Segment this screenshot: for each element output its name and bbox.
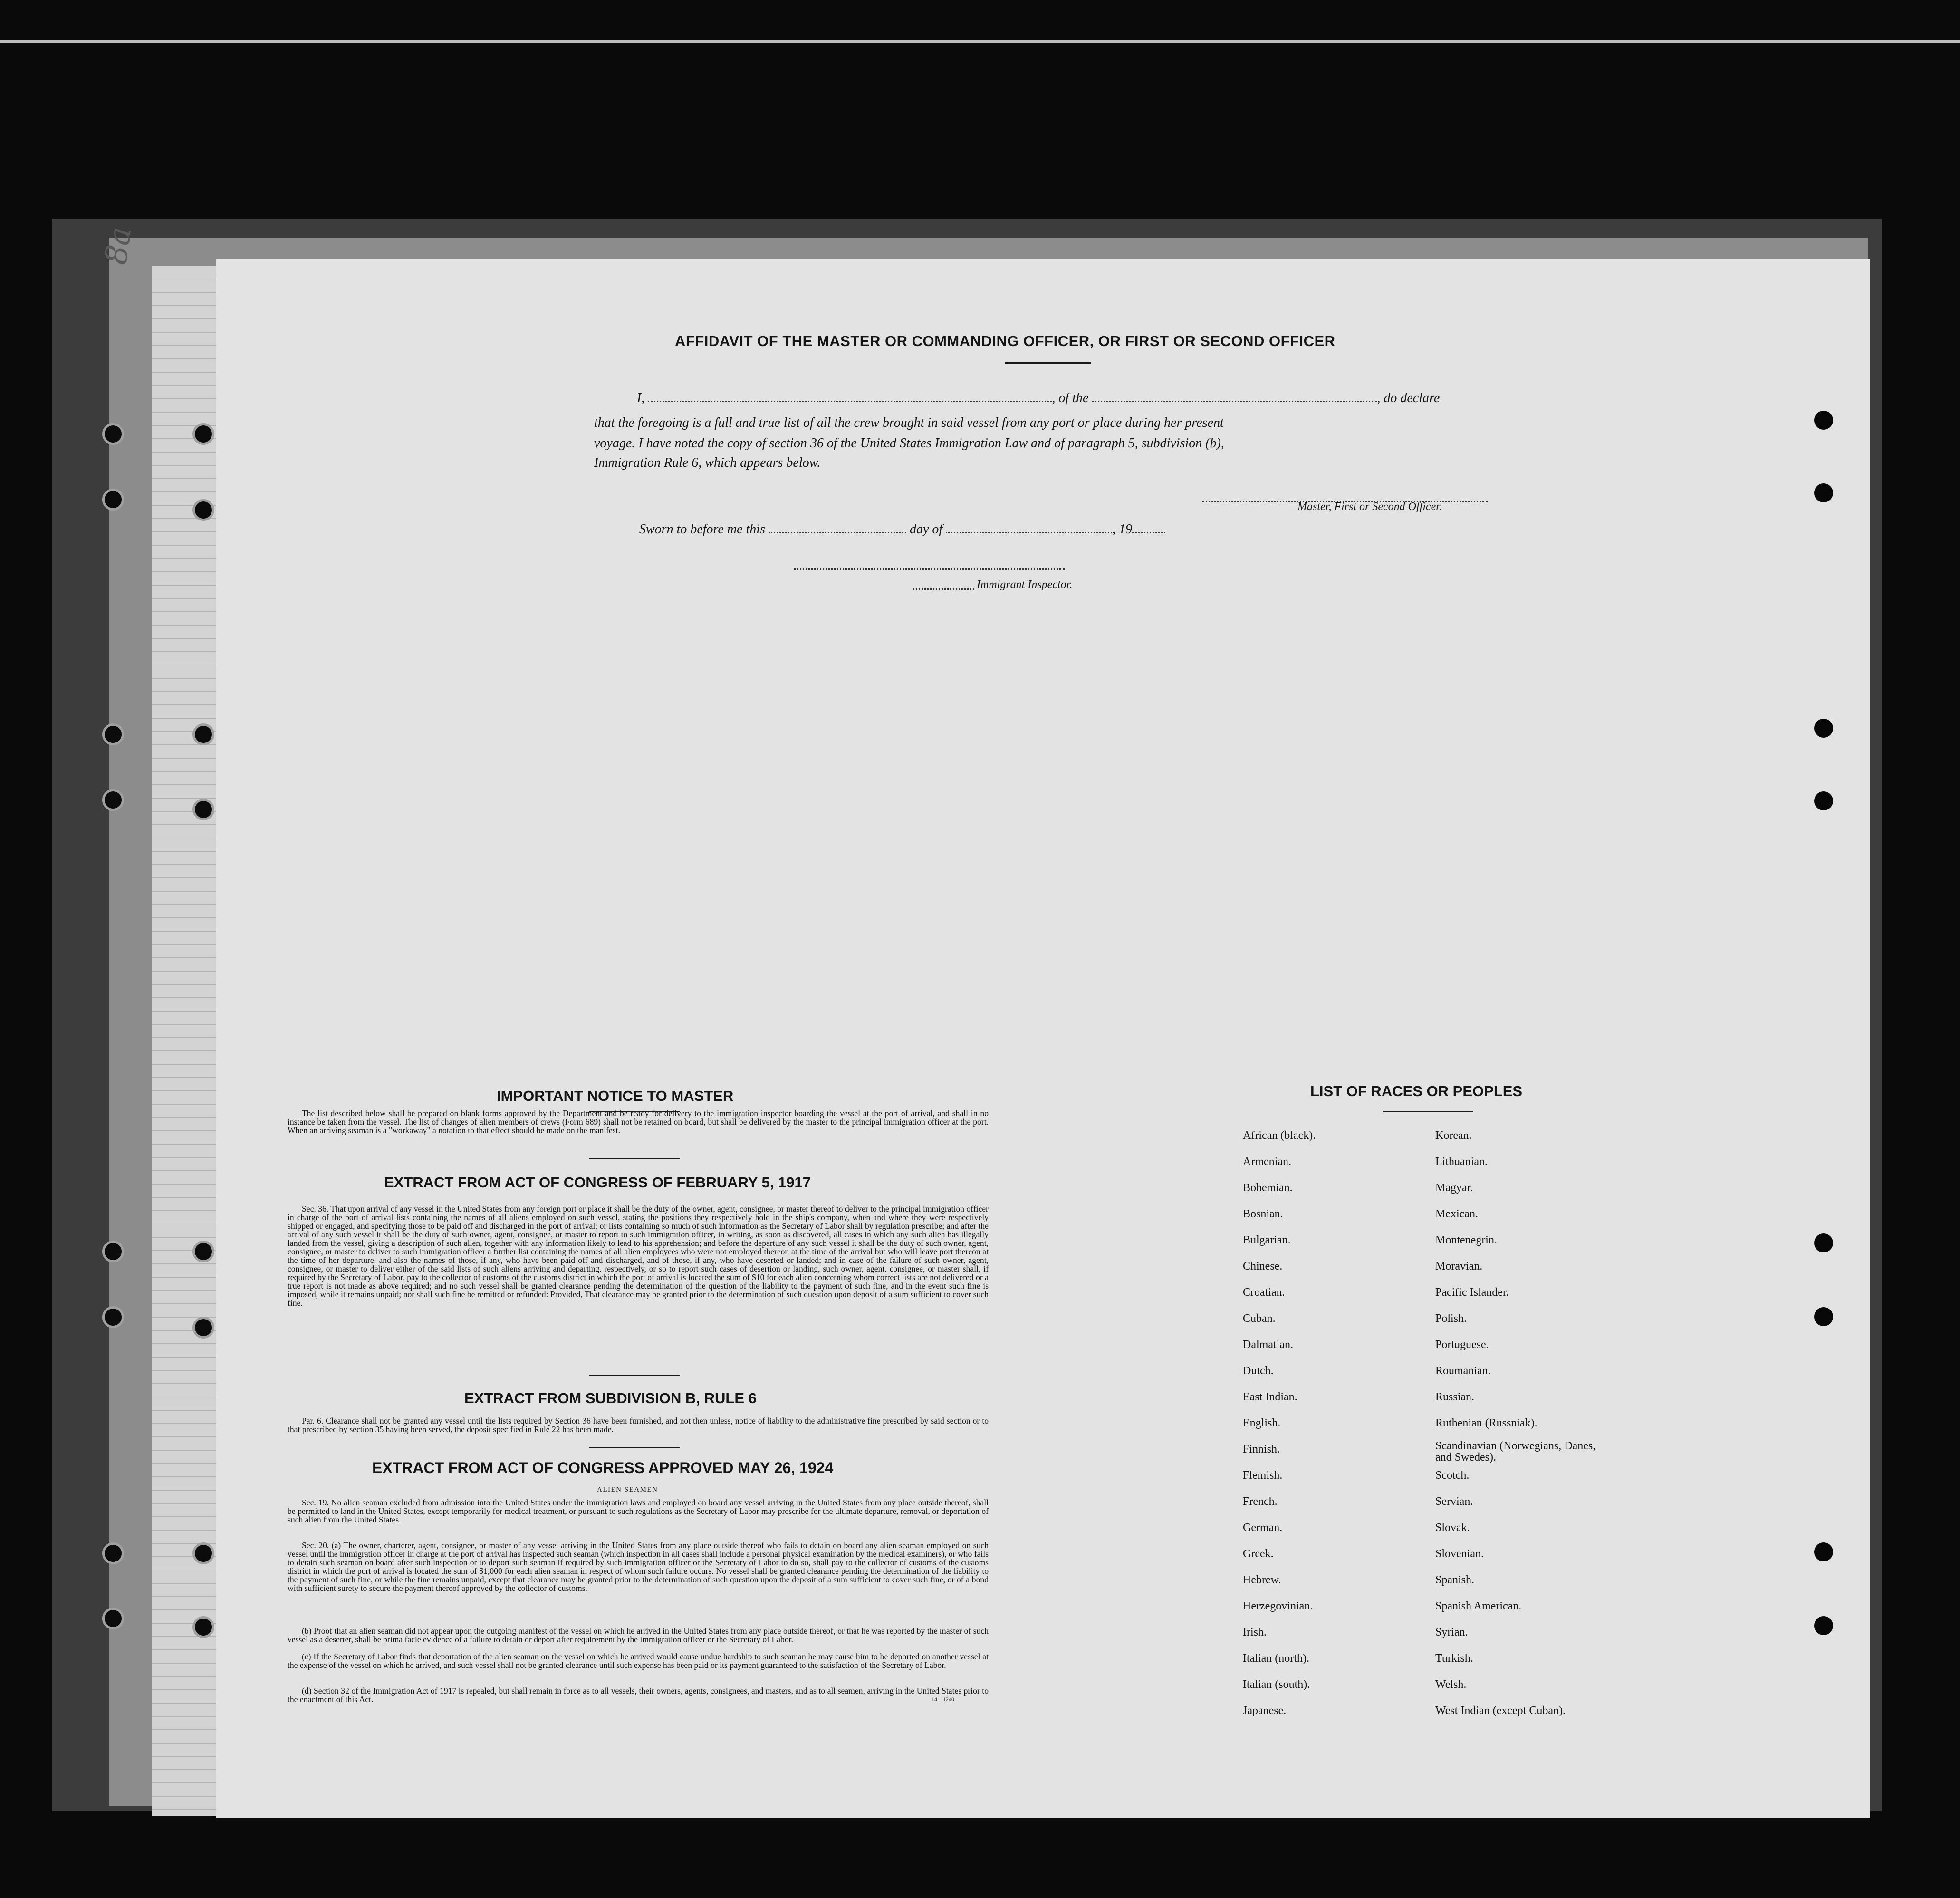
race-item: Bohemian. bbox=[1243, 1182, 1293, 1194]
race-item: Ruthenian (Russniak). bbox=[1435, 1417, 1537, 1429]
binder-hole bbox=[102, 489, 124, 511]
race-item: Pacific Islander. bbox=[1435, 1286, 1509, 1299]
binder-hole bbox=[102, 1241, 124, 1262]
binder-hole bbox=[102, 723, 124, 745]
race-item: West Indian (except Cuban). bbox=[1435, 1705, 1566, 1717]
race-item: Irish. bbox=[1243, 1626, 1267, 1638]
race-item: Italian (north). bbox=[1243, 1652, 1309, 1665]
races-column-2 bbox=[1435, 1123, 1606, 1724]
divider bbox=[1383, 1111, 1473, 1112]
race-item: French. bbox=[1243, 1495, 1278, 1508]
race-item: Welsh. bbox=[1435, 1678, 1467, 1691]
inspector-label: Immigrant Inspector. bbox=[977, 578, 1073, 591]
notice-title: IMPORTANT NOTICE TO MASTER bbox=[497, 1088, 734, 1104]
divider bbox=[1005, 362, 1091, 364]
punch-hole bbox=[1814, 791, 1833, 810]
affidavit-title: AFFIDAVIT OF THE MASTER OR COMMANDING OFFICER, OR FIRST OR SECOND OFFICER bbox=[675, 333, 1335, 349]
race-item: Italian (south). bbox=[1243, 1678, 1310, 1691]
race-item: Scandinavian (Norwegians, Danes, and Swedes). bbox=[1435, 1440, 1596, 1464]
punch-hole bbox=[1814, 1307, 1833, 1326]
punch-hole bbox=[1814, 1542, 1833, 1561]
race-item: Syrian. bbox=[1435, 1626, 1468, 1638]
race-item: Dutch. bbox=[1243, 1365, 1274, 1377]
declaration-line-3: voyage. I have noted the copy of section 36 of the United States Immigration Law and of paragraph 5, subdivision (b), bbox=[594, 436, 1224, 451]
sworn-year-blank[interactable] bbox=[1132, 529, 1165, 533]
master-signature-label: Master, First or Second Officer. bbox=[1297, 501, 1442, 513]
race-item: Dalmatian. bbox=[1243, 1339, 1293, 1351]
binder-hole bbox=[192, 723, 214, 745]
race-item: Russian. bbox=[1435, 1391, 1475, 1403]
race-item: Spanish. bbox=[1435, 1574, 1475, 1586]
binder-hole bbox=[102, 1306, 124, 1328]
race-item: Flemish. bbox=[1243, 1469, 1283, 1482]
race-item: Chinese. bbox=[1243, 1260, 1283, 1272]
race-item: Servian. bbox=[1435, 1495, 1473, 1508]
race-item: Roumanian. bbox=[1435, 1365, 1491, 1377]
handwritten-mark: 8a bbox=[98, 224, 139, 267]
declarant-prefix: I, bbox=[637, 391, 645, 405]
sworn-label: Sworn to before me this bbox=[639, 522, 765, 537]
binder-hole bbox=[192, 423, 214, 445]
race-item: Bulgarian. bbox=[1243, 1234, 1291, 1246]
race-item: East Indian. bbox=[1243, 1391, 1297, 1403]
race-item: African (black). bbox=[1243, 1129, 1316, 1142]
binder-hole bbox=[192, 1241, 214, 1262]
extract-1924-title: EXTRACT FROM ACT OF CONGRESS APPROVED MAY 26, 1924 bbox=[372, 1459, 834, 1476]
races-title: LIST OF RACES OR PEOPLES bbox=[1310, 1083, 1523, 1099]
binder-hole bbox=[192, 1616, 214, 1638]
race-item: Croatian. bbox=[1243, 1286, 1285, 1299]
declarant-of-label: , of the bbox=[1052, 391, 1089, 405]
sworn-line bbox=[639, 522, 1165, 537]
race-item: Scotch. bbox=[1435, 1469, 1470, 1482]
vessel-name-blank[interactable] bbox=[1092, 398, 1377, 402]
race-item: Turkish. bbox=[1435, 1652, 1473, 1665]
race-item: Greek. bbox=[1243, 1548, 1274, 1560]
race-item: Magyar. bbox=[1435, 1182, 1473, 1194]
declaration-line-2: that the foregoing is a full and true list of all the crew brought in said vessel from any port or place during her present bbox=[594, 415, 1224, 430]
inspector-signature-blank[interactable] bbox=[794, 566, 1065, 570]
race-item: Mexican. bbox=[1435, 1208, 1478, 1220]
race-item: Cuban. bbox=[1243, 1312, 1276, 1325]
binder-hole bbox=[102, 423, 124, 445]
race-item: Herzegovinian. bbox=[1243, 1600, 1313, 1612]
race-item: Japanese. bbox=[1243, 1705, 1287, 1717]
rule6-text: Par. 6. Clearance shall not be granted any vessel until the lists required by Section 36 have been furnished, and not then unless, notice of liability to the administrative fine prescribed by said section or to that prescribed by section 35 having been served, the deposit specified in Rule 22 has been made. bbox=[288, 1416, 989, 1434]
inspector-signature-blank-2[interactable] bbox=[913, 586, 974, 590]
binder-hole bbox=[192, 799, 214, 820]
extract-1917-text: Sec. 36. That upon arrival of any vessel in the United States from any foreign port or place it shall be the duty of the owner, agent, consignee, or master thereof to deliver to the principal immigration officer in charge of the port of arrival lists containing the names of all aliens employed on such vessel, stating the positions they respectively hold in the ship's company, when and where they were respectively shipped or engaged, and specifying those to be paid off and discharged in the port of arrival; or lists containing so much of such information as the Secretary of Labor shall by regulation prescribe; and after the arrival of any such vessel it shall be the duty of such owner, agent, consignee, or master to report to such immigration officer, in writing, as soon as discovered, all cases in which any such alien has illegally landed from the vessel, giving a description of such alien, together with any information likely to lead to his apprehension; and before the departure of any such vessel it shall be the duty of such owner, agent, consignee, or master to deliver to such immigration officer a further list containing the names of all alien employees who were not employed thereon at the time of the arrival but who will leave port thereon at the time of her departure, and also the names of those, if any, who have been paid off and discharged, and of those, if any, who have deserted or landed; and in case of the failure of such owner, agent, consignee, or master to deliver either of the said lists of such aliens arriving and departing, respectively, or so to report such cases of desertion or landing, such owner, agent, consignee, or master shall, if required by the Secretary of Labor, pay to the collector of customs of the customs district in which the port of arrival is located the sum of $10 for each alien concerning whom correct lists are not delivered or a true report is not made as above required; and no such vessel shall be granted clearance pending the determination of the question of the liability to the payment of such fine, and in the event such fine is imposed, while it remains unpaid; nor shall such fine be remitted or refunded: Provided, That clearance may be granted prior to the determination of such question upon deposit of a sum sufficient to cover such fine. bbox=[288, 1204, 989, 1308]
race-item: German. bbox=[1243, 1522, 1283, 1534]
punch-hole bbox=[1814, 1233, 1833, 1252]
race-item: Moravian. bbox=[1435, 1260, 1483, 1272]
punch-hole bbox=[1814, 483, 1833, 502]
divider bbox=[589, 1158, 680, 1159]
rule6-title: EXTRACT FROM SUBDIVISION B, RULE 6 bbox=[464, 1390, 757, 1407]
scan-border-line bbox=[0, 40, 1960, 43]
divider bbox=[589, 1375, 680, 1376]
declaration-line-1 bbox=[637, 391, 1440, 406]
race-item: Portuguese. bbox=[1435, 1339, 1489, 1351]
declarant-name-blank[interactable] bbox=[648, 398, 1052, 402]
extract-1924-sec20b: (b) Proof that an alien seaman did not appear upon the outgoing manifest of the vessel on which he arrived in the United States from any place outside thereof, or that he was reported by the master of such vessel as a deserter, shall be prima facie evidence of a failure to detain or deport after requirement by the immigration officer or the Secretary of Labor. bbox=[288, 1626, 989, 1644]
binder-hole bbox=[102, 789, 124, 811]
sworn-month-blank[interactable] bbox=[946, 529, 1112, 533]
race-item: Hebrew. bbox=[1243, 1574, 1281, 1586]
sworn-day-blank[interactable] bbox=[769, 529, 906, 533]
divider bbox=[589, 1447, 680, 1448]
race-item: English. bbox=[1243, 1417, 1281, 1429]
race-item: Korean. bbox=[1435, 1129, 1472, 1142]
binder-hole bbox=[102, 1608, 124, 1629]
alien-seamen-subtitle: ALIEN SEAMEN bbox=[597, 1486, 658, 1493]
sworn-year-label: , 19 bbox=[1112, 522, 1133, 537]
race-item: Bosnian. bbox=[1243, 1208, 1283, 1220]
declaration-line-4: Immigration Rule 6, which appears below. bbox=[594, 455, 821, 470]
race-item: Lithuanian. bbox=[1435, 1156, 1488, 1168]
race-item: Spanish American. bbox=[1435, 1600, 1522, 1612]
race-item: Armenian. bbox=[1243, 1156, 1291, 1168]
form-number: 14—1240 bbox=[932, 1696, 954, 1703]
extract-1924-sec19: Sec. 19. No alien seaman excluded from admission into the United States under the immigration laws and employed on board any vessel arriving in the United States from any place outside thereof, shall be permitted to land in the United States, except temporarily for medical treatment, or pursuant to such regulations as the Secretary of Labor may prescribe for the ultimate departure, removal, or deportation of such alien from the United States. bbox=[288, 1498, 989, 1524]
race-item: Slovenian. bbox=[1435, 1548, 1484, 1560]
binder-hole bbox=[192, 499, 214, 521]
races-column-1 bbox=[1243, 1123, 1316, 1724]
extract-1924-sec20: Sec. 20. (a) The owner, charterer, agent, consignee, or master of any vessel arriving in the United States from any place outside thereof who fails to detain on board any alien seaman employed on such vessel until the immigration officer in charge at the port of arrival has inspected such seaman (which inspection in all cases shall include a personal physical examination by the medical examiners), or who fails to detain such seaman on board after such inspection or to deport such seaman if required by such immigration officer or the Secretary of Labor to do so, shall pay to the collector of customs of the customs district in which the port of arrival is located the sum of $1,000 for each alien seaman in respect of whom such failure occurs. No vessel shall be granted clearance pending the determination of the liability to the payment of such fine, or while the fine remains unpaid, except that clearance may be granted prior to the determination of such question upon the deposit of a sum sufficient to cover such fine, or of a bond with sufficient surety to secure the payment thereof approved by the collector of customs. bbox=[288, 1541, 989, 1593]
extract-1917-title: EXTRACT FROM ACT OF CONGRESS OF FEBRUARY 5, 1917 bbox=[384, 1174, 811, 1191]
binder-hole bbox=[192, 1542, 214, 1564]
race-item: Polish. bbox=[1435, 1312, 1467, 1325]
race-item: Montenegrin. bbox=[1435, 1234, 1497, 1246]
sworn-day-of-label: day of bbox=[909, 522, 943, 537]
notice-text: The list described below shall be prepared on blank forms approved by the Department and be ready for delivery to the immigration inspector boarding the vessel at the port of arrival, and shall in no instance be taken from the vessel. The list of changes of alien members of crews (Form 689) shall not be retained on board, but shall be delivered by the master to the principal immigration officer at the port. When an arriving seaman is a "workaway" a notation to that effect should be made on the manifest. bbox=[288, 1108, 989, 1135]
binder-hole bbox=[102, 1542, 124, 1564]
punch-hole bbox=[1814, 1616, 1833, 1635]
binder-hole bbox=[192, 1317, 214, 1339]
race-item: Slovak. bbox=[1435, 1522, 1470, 1534]
declare-label: , do declare bbox=[1377, 391, 1440, 405]
punch-hole bbox=[1814, 411, 1833, 430]
punch-hole bbox=[1814, 719, 1833, 738]
race-item: Finnish. bbox=[1243, 1443, 1280, 1455]
extract-1924-sec20c: (c) If the Secretary of Labor finds that deportation of the alien seaman on the vessel on which he arrived would cause undue hardship to such seaman he may cause him to be deported on another vessel at the expense of the vessel on which he arrived, and such vessel shall not be granted clearance until such expense has been paid or its payment guaranteed to the satisfaction of the Secretary of Labor. bbox=[288, 1652, 989, 1670]
extract-1924-sec20d: (d) Section 32 of the Immigration Act of 1917 is repealed, but shall remain in force as to all vessels, their owners, agents, consignees, and masters, and as to all seamen, arriving in the United States prior to the enactment of this Act. bbox=[288, 1686, 989, 1704]
